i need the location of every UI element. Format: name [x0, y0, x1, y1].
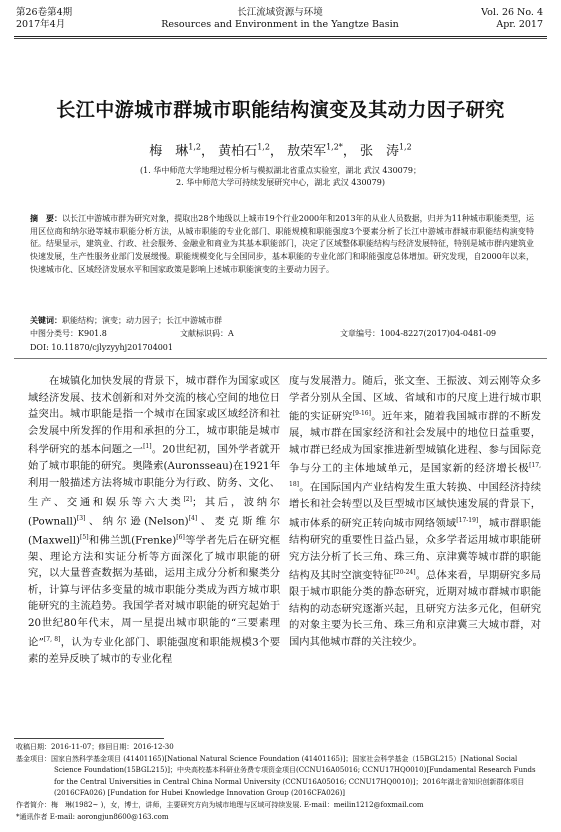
- date-en: Apr. 2017: [496, 19, 543, 30]
- abstract-label: 摘 要：: [30, 213, 63, 223]
- received-date: 收稿日期：2016-11-07；修回日期：2016-12-30: [16, 743, 174, 751]
- affiliation: 2. 华中师范大学可持续发展研究中心，湖北 武汉 430079): [176, 178, 385, 187]
- classification-line: [30, 328, 534, 340]
- citation-ref: [3]: [76, 514, 86, 522]
- article-number: 文章编号：1004-8227(2017)04-0481-09: [340, 329, 497, 338]
- citation-ref: [1]: [143, 443, 152, 451]
- keywords-text: 职能结构；演变；动力因子；长江中游城市群: [62, 316, 222, 325]
- section-divider: [14, 358, 547, 359]
- body-text: 在城镇化加快发展的背景下，城市群作为国家或区域经济发展、技术创新和对外交流的核心空间的地位日益突出。城市职能是指一个城市在国家或区域经济和社会发展中所发挥的作用和承担的分工，城市职能是城市科学研究的基本问题之一: [28, 375, 280, 456]
- body-text: ；其后，波纳尔(Pownall): [28, 496, 280, 528]
- header-right: [481, 7, 543, 31]
- citation-ref: [5]: [80, 533, 89, 541]
- footnote-rule: [14, 738, 164, 739]
- citation-ref: [17-19]: [456, 517, 479, 525]
- citation-ref: [4]: [188, 514, 198, 522]
- issue-cn: 第26卷第4期: [16, 7, 73, 18]
- body-text: 、麦克斯维尔(Maxwell): [28, 515, 281, 547]
- vol-en: Vol. 26 No. 4: [481, 7, 543, 18]
- citation-ref: [6]: [176, 533, 185, 541]
- header-left: [16, 7, 72, 31]
- document-code: 文献标识码：A: [180, 329, 234, 338]
- author-list: 梅 琳$^{1,2}$， 黄柏石$^{1,2}$， 敖荣军$^{1,2*}$， 张 涛$^{1,2}$: [149, 142, 412, 159]
- journal-en: Resources and Environment in the Yangtze Basin: [161, 19, 399, 30]
- abstract-text: 以长江中游城市群为研究对象，提取出28个地级以上城市19个行业2000年和2013年的从业人员数据，归并为11种城市职能类型，运用区位商和纳尔逊等城市职能分析方法，从城市职能的专业化部门、职能规模和职能强度3个要素分析了长江中游城市群城市职能结构演变特征。结果显示，建筑业、行政、社会服务、金融业和商业为其基本职能部门，决定了区域整体职能结构与经济发展特征，特别是城市群内建筑业快速发展，生产性服务业部门发展缓慢。职能规模变化与全国同步，基本职能的专业化部门和职能强度总体增加。研究发现，自2000年以来，快速城市化、区域经济发展水平和国家政策是影响上述城市职能演变的主要动力因子。: [30, 214, 534, 274]
- body-text: ，城市群职能结构研究的重要性日益凸显，众多学者运用城市职能研究方法分析了长三角、珠三角、京津冀等城市群的职能结构及其时空演变特征: [289, 517, 542, 582]
- body-text: 和佛兰凯(Frenke): [88, 534, 177, 547]
- date-cn: 2017年4月: [16, 19, 66, 30]
- keywords: [30, 314, 534, 327]
- header-rule: [14, 36, 547, 37]
- body-text: 、纳尔逊(Nelson): [85, 515, 189, 528]
- footnotes: [16, 742, 546, 823]
- citation-ref: [7, 8]: [43, 635, 61, 643]
- body-text: ，认为专业化部门、职能强度和职能规模3个要素的差异反映了城市的专业化程: [28, 636, 280, 665]
- author: 敖荣军$^{1,2*}$: [287, 142, 343, 159]
- body-text: 。20世纪初，国外学者就开始了城市职能的研究。奥隆索(Auronsseau)在1921年利用一般描述方法将城市职能分为行政、防务、文化、生产、交通和娱乐等六大类: [28, 443, 281, 508]
- funding-note: 基金项目：国家自然科学基金项目 (41401165)[National Natural Science Foundation (41401165)]；国家社会科学基金（15BGL215）[National Social Science Foundation(15BGL215)]；中央高校基本科研业务费专项资金项目(CCNU16A05016; CCNU17HQ0010)[Fundamental Research Funds for the Central Universities in Central China Normal University (CCNU16A05016; CCNU17HQ0010)]；2016年湖北省知识创新群体项目(2016CFA026) [Fundation for Hubei Knowledge Innovation Group (2016CFA026)]: [16, 754, 536, 798]
- author: 张 涛$^{1,2}$: [359, 142, 412, 159]
- citation-ref: [9-16]: [352, 410, 371, 418]
- body-text: 。在国际国内产业结构发生重大转换、中国经济持续增长和社会转型以及巨型城市区域快速发展的背景下，城市体系的研究正转向城市网络领域: [289, 481, 541, 530]
- paper-title: 长江中游城市群城市职能结构演变及其动力因子研究: [56, 99, 505, 121]
- header-rule-thin: [14, 38, 547, 39]
- abstract: [30, 212, 534, 277]
- corresponding-author: *通讯作者 E-mail: aorongjun8600@163.com: [16, 812, 169, 821]
- body-text: 。总体来看，早期研究多局限于城市职能分类的静态研究，近期对城市群城市职能结构的动态研究逐渐兴起，且研究方法多元化，但研究的对象主要为长三角、珠三角和京津冀三大城市群，对国内其他城市群的关注较少。: [289, 569, 542, 649]
- citation-ref: [2]: [183, 495, 192, 503]
- author: 黄柏石$^{1,2}$: [218, 142, 270, 159]
- body-text: 度与发展潜力。随后，张文奎、王振波、刘云刚等众多学者分别从全国、区域、省域和市的尺度上进行城市职能的实证研究: [289, 375, 541, 423]
- body-right-column: [289, 373, 541, 651]
- clc-number: 中图分类号：K901.8: [30, 329, 107, 338]
- journal-cn: 长江流域资源与环境: [237, 7, 323, 18]
- affiliations: [0, 165, 561, 189]
- body-text: 。近年来，随着我国城市群的不断发展，城市群在国家经济和社会发展中的地位日益重要，城市群已经成为国家推进新型城镇化进程、参与国际竞争与分工的主体地域单元，是国家新的经济增长极: [289, 410, 542, 475]
- citation-ref: [20-24]: [393, 569, 416, 577]
- body-text: 等学者先后在研究框架、理论方法和实证分析等方面深化了城市职能的研究，以大量普查数据为基础，运用主成分分析和聚类分析，计算与评估多变量的城市职能分类成为西方城市职能研究的主流趋势。我国学者对城市职能的研究起始于20世纪80年代末，周一星提出城市职能的“三要素理论”: [28, 534, 280, 649]
- keywords-label: 关键词：: [30, 315, 62, 325]
- author-bio: 作者简介：梅 琳(1982~ )，女，博士，讲师，主要研究方向为城市地理与区域可持续发展. E-mail：meilin1212@foxmail.com: [16, 800, 424, 809]
- affiliation: (1. 华中师范大学地理过程分析与模拟湖北省重点实验室，湖北 武汉 430079；: [140, 166, 421, 175]
- citation-ref: [17, 18]: [289, 462, 541, 489]
- doi: DOI: 10.11870/cjlyzyyhj201704001: [30, 343, 173, 352]
- author: 梅 琳$^{1,2}$: [149, 142, 202, 159]
- body-left-column: [28, 373, 280, 667]
- header-center: [150, 7, 410, 31]
